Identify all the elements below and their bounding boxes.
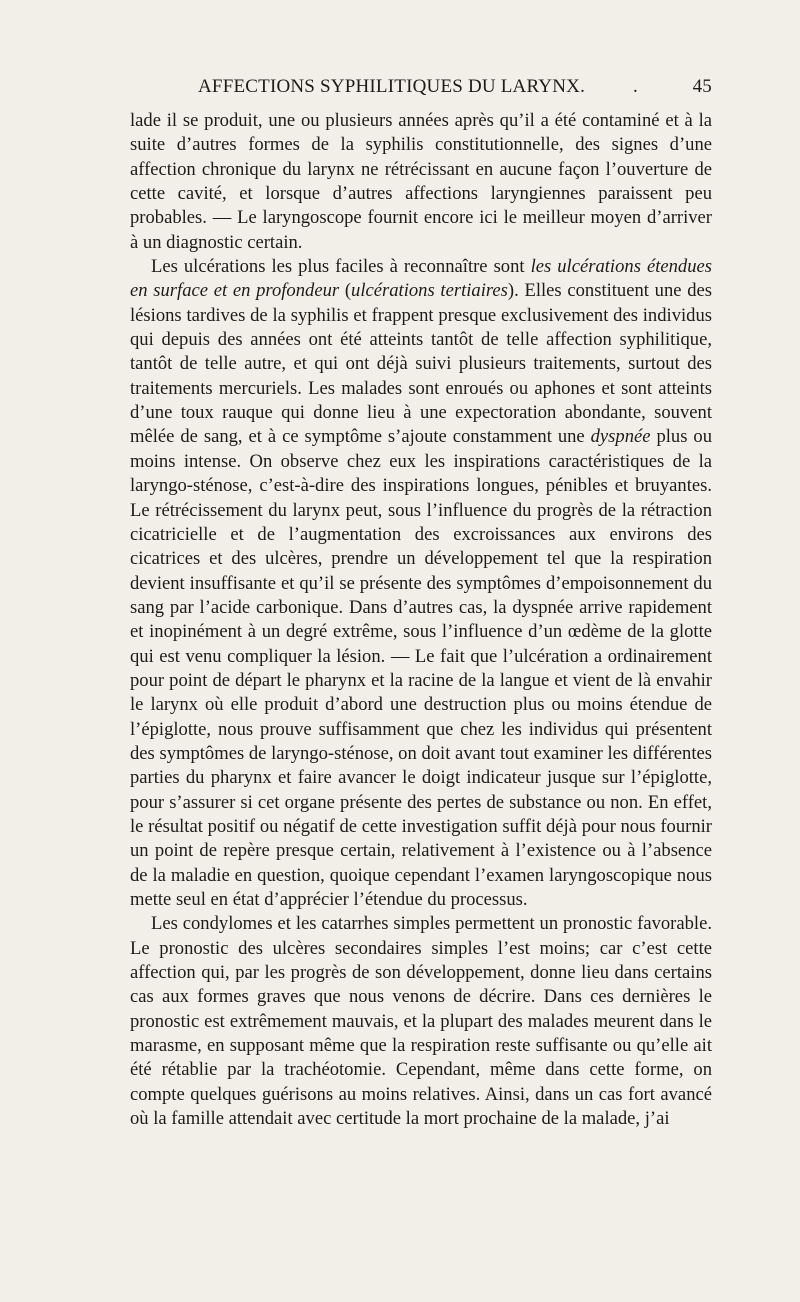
paragraph-text-segment: ). Elles constituent une des lésions tardives de la syphilis et frappent presque exclusivement des individus qui depuis des années ont été atteints tantôt de telle affection syphilitique, tantôt de telle autre, et qui ont déjà suivi plusieurs traitements, surtout des traitements mercuriels. Les malades sont enroués ou aphones et sont atteints d’une toux rauque qui donne lieu à une expectoration abondante, souvent mêlée de sang, et à ce symptôme s’ajoute constamment une xyxy=(130,280,713,448)
running-head-separator: . xyxy=(633,76,638,97)
paragraph-prognosis: Les condylomes et les catarrhes simples permettent un pronostic favorable. Le pronostic des ulcères secondaires simples l’est moins; car c’est cette affection qui, par les progrès de son développement, donne lieu dans certains cas aux formes graves que nous venons de décrire. Dans ces dernières le pronostic est extrêmement mauvais, et la plupart des malades meurent dans le marasme, en supposant même que la respiration reste suffisante ou qu’elle ait été rétablie par la trachéotomie. Cependant, même dans cette forme, on compte quelques guérisons au moins relatives. Ainsi, dans un cas fort avancé où la famille attendait avec certitude la mort prochaine de la malade, j’ai xyxy=(130,913,712,1130)
body-text xyxy=(130,109,712,1131)
paragraph-text-segment: ( xyxy=(339,280,352,302)
italic-term-tertiary-ulcerations: ulcérations tertiaires xyxy=(351,280,508,302)
running-head xyxy=(130,76,712,100)
italic-term-extended-ulcerations: les ulcérations étendues en surface et en profondeur xyxy=(130,256,712,302)
paragraph-text-segment: plus ou moins intense. On observe chez eux les inspirations caractéristiques de la laryngo-sténose, c’est-à-dire des inspirations longues, pénibles et bruyantes. Le rétrécissement du larynx peut, sous l’influence du progrès de la rétraction cicatricielle et de l’augmentation des excroissances aux environs des cicatrices et des ulcères, prendre un développement tel que la respiration devient insuffisante et qu’il se présente des symptômes d’empoisonnement du sang par l’acide carbonique. Dans d’autres cas, la dyspnée arrive rapidement et inopinément à un degré extrême, sous l’influence d’un œdème de la glotte qui est venu compliquer la lésion. — Le fait que l’ulcération a ordinairement pour point de départ le pharynx et la racine de la langue et vient de là envahir le larynx où elle produit d’abord une destruction plus ou moins étendue de l’épiglotte, nous prouve suffisamment que chez les individus qui présentent des symptômes de laryngo-sténose, on doit avant tout examiner les différentes parties du pharynx et faire avancer le doigt indicateur jusque sur l’épiglotte, pour s’assurer si cet organe présente des pertes de substance ou non. En effet, le résultat positif ou négatif de cette investigation suffit déjà pour nous fournir un point de repère presque certain, relativement à l’existence ou à l’absence de la maladie en question, quoique cependant l’examen laryngoscopique nous mette seul en état d’apprécier l’étendue du processus. xyxy=(130,426,712,910)
running-title: AFFECTIONS SYPHILITIQUES DU LARYNX. xyxy=(198,76,586,97)
paragraph-diagnosis-end: lade il se produit, une ou plusieurs années après qu’il a été contaminé et à la suite d’autres formes de la syphilis constitutionnelle, des signes d’une affection chronique du larynx ne rétrécissant en aucune façon l’ouverture de cette cavité, et lorsque d’autres affections laryngiennes paraissent peu probables. — Le laryngoscope fournit encore ici le meilleur moyen d’arriver à un diagnostic certain. xyxy=(130,110,712,253)
page-number: 45 xyxy=(692,76,712,97)
paragraph-text-segment: Les ulcérations les plus faciles à reconnaître sont xyxy=(151,256,531,278)
paragraph-tertiary-ulcerations xyxy=(130,255,712,912)
italic-term-dyspnee: dyspnée xyxy=(590,426,651,448)
